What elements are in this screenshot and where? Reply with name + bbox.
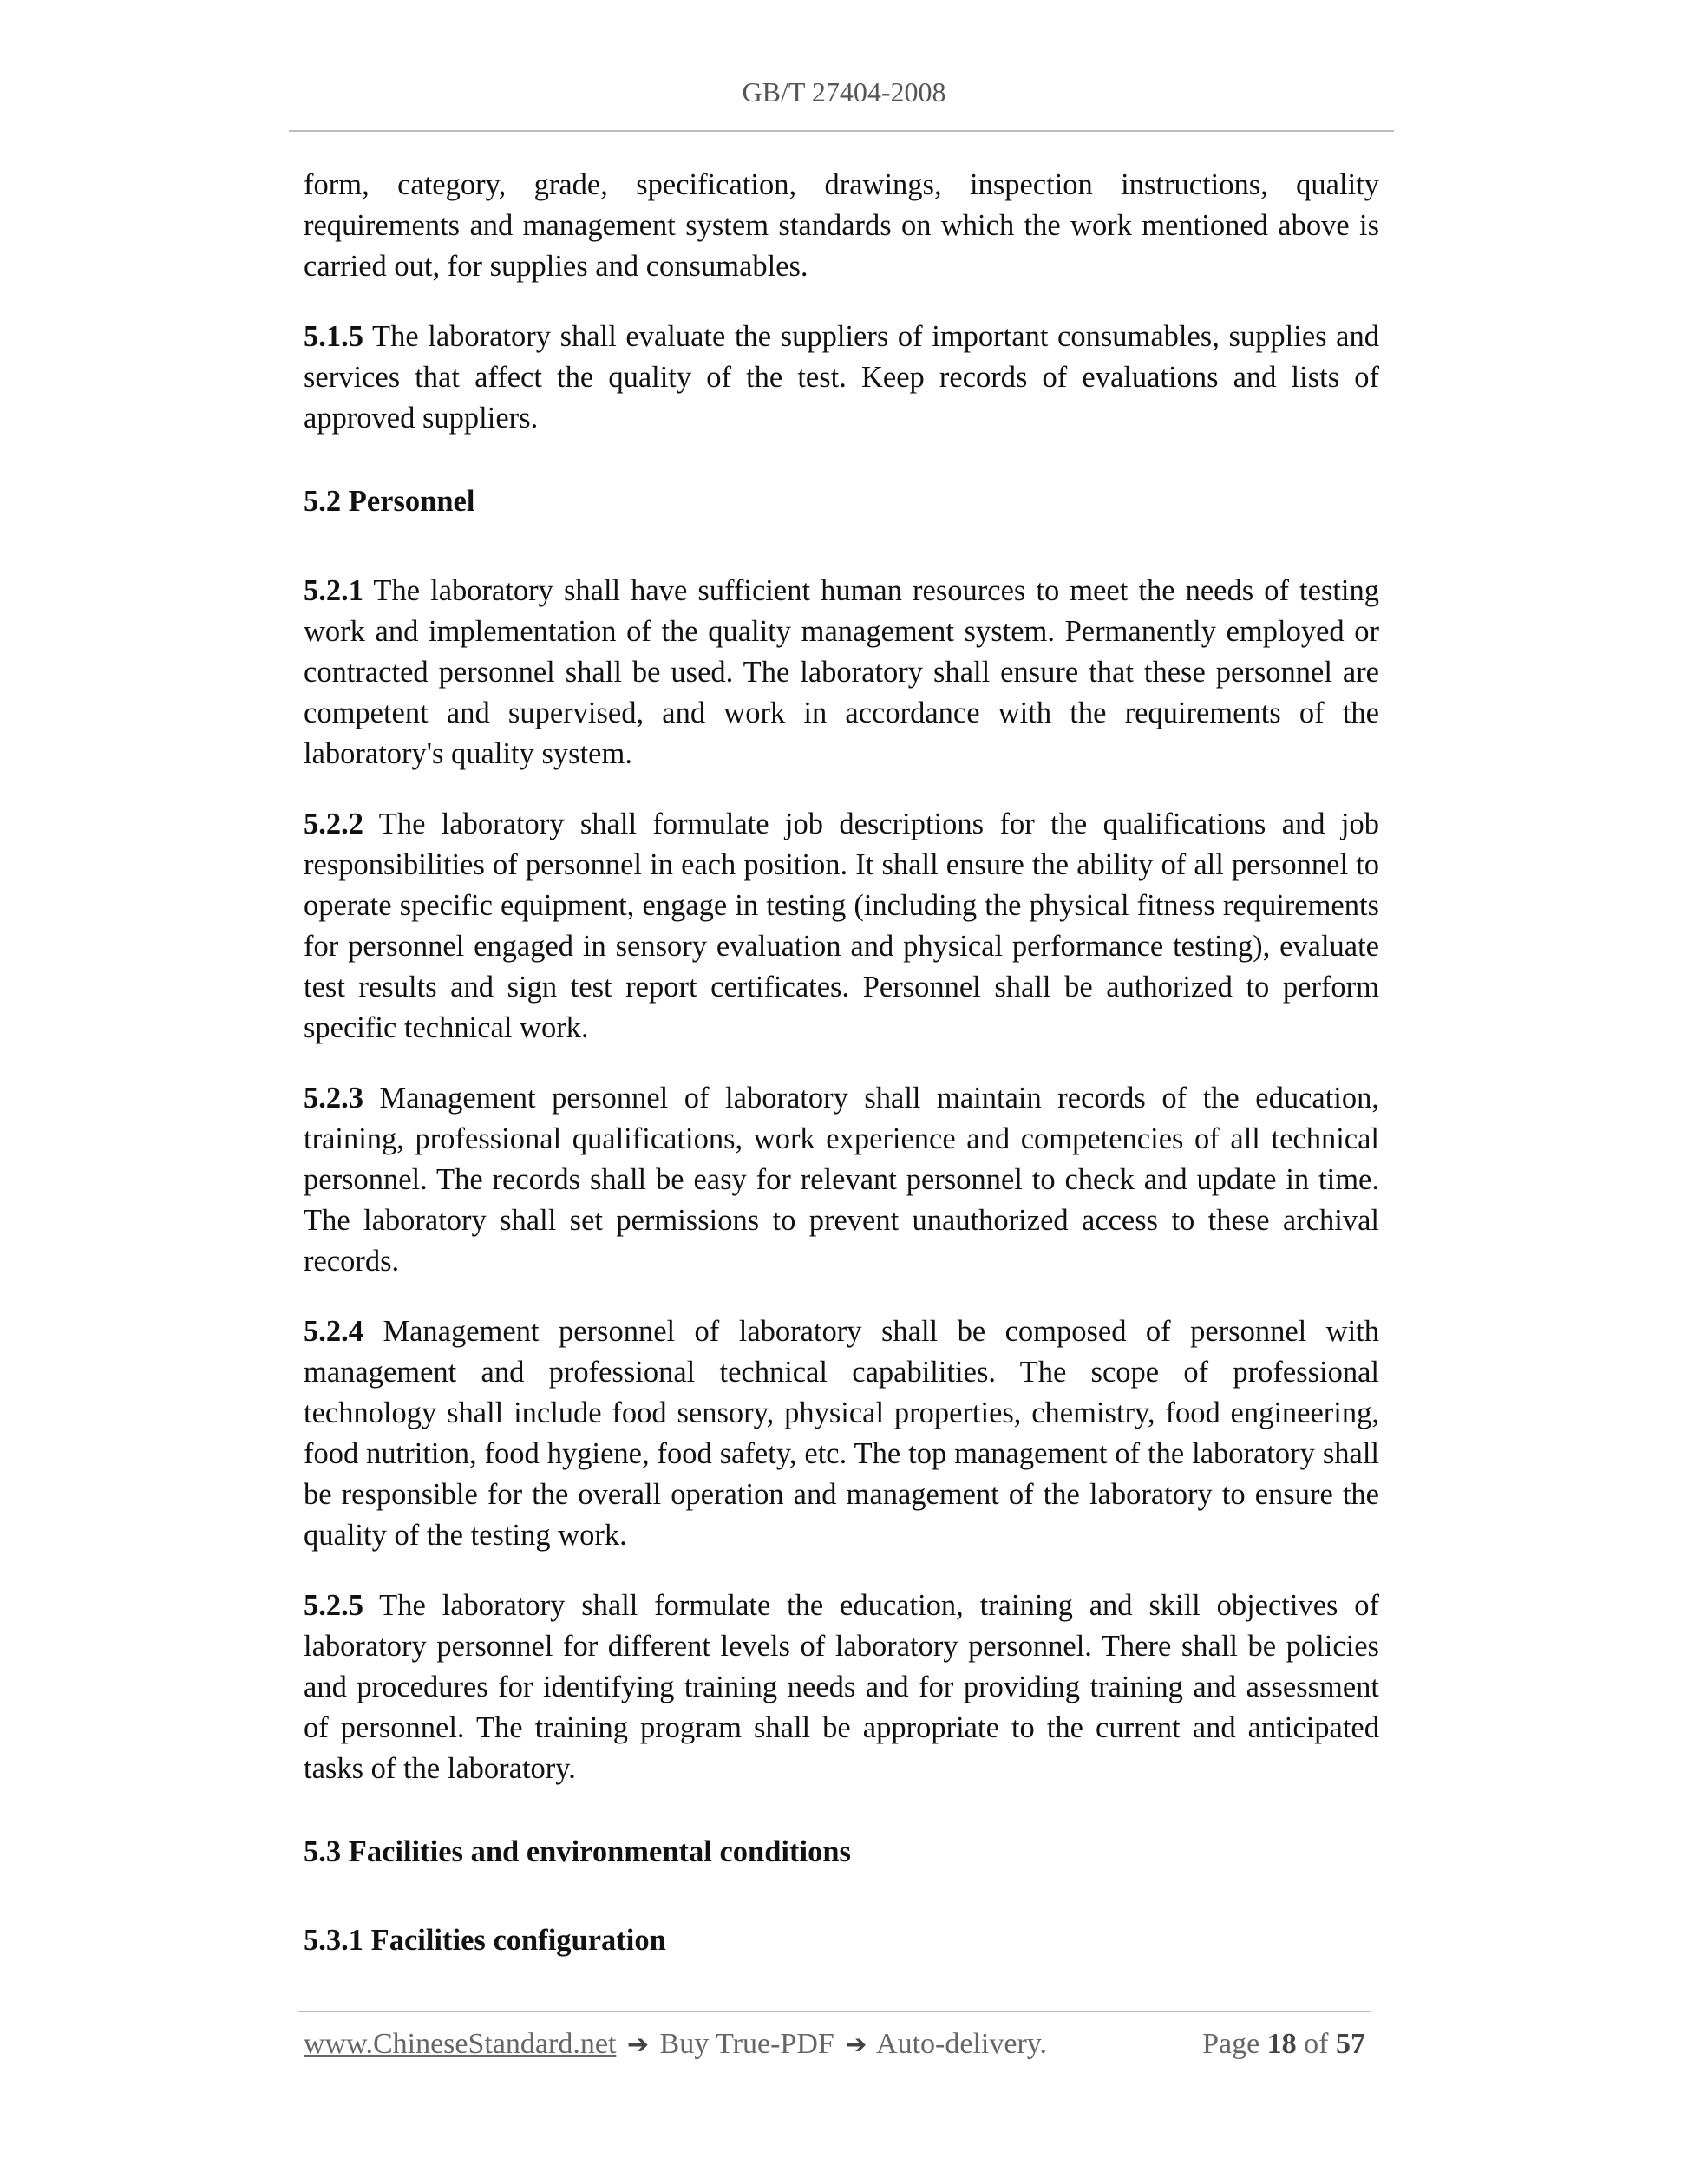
clause-number: 5.2.4 — [304, 1315, 363, 1348]
clause-text: The laboratory shall evaluate the suppliers of important consumables, supplies and services that affect the quality of the test. Keep records of evaluations and lists of approved suppliers. — [304, 320, 1379, 435]
paragraph-intro: form, category, grade, specification, drawings, inspection instructions, quality requirements and management system standards on which the work mentioned above is carried out, for supplies and consumables. — [304, 168, 1379, 283]
clause-text: Management personnel of laboratory shall maintain records of the education, training, professional qualifications, work experience and competencies of all technical personnel. The records shall be easy for relevant personnel to check and update in time. The laboratory shall set permissions to prevent unauthorized access to these archival records. — [304, 1082, 1379, 1278]
section-heading-5-3: 5.3 Facilities and environmental conditions — [304, 1835, 851, 1868]
page-label: Page — [1202, 2028, 1260, 2060]
paragraph-5-2-2 — [304, 804, 1379, 1049]
clause-number: 5.2.3 — [304, 1082, 363, 1115]
buy-pdf-text: Buy True-PDF — [659, 2028, 834, 2060]
clause-text: Management personnel of laboratory shall be composed of personnel with management and professional technical capabilities. The scope of professional technology shall include food sensory, physical properties, chemistry, food engineering, food nutrition, food hygiene, food safety, etc. The top management of the laboratory shall be responsible for the overall operation and management of the laboratory to ensure the quality of the testing work. — [304, 1315, 1379, 1552]
total-page-count: 57 — [1336, 2028, 1365, 2060]
header-divider — [289, 130, 1394, 132]
paragraph-5-1-5 — [304, 317, 1379, 439]
section-heading-5-2: 5.2 Personnel — [304, 485, 475, 518]
auto-delivery-text: Auto-delivery. — [876, 2028, 1048, 2060]
page-indicator — [1202, 2028, 1365, 2061]
paragraph-5-2-5 — [304, 1586, 1379, 1789]
page-body-section-5-2 — [304, 571, 1379, 1819]
footer-promo — [304, 2028, 1047, 2061]
footer-divider — [298, 2011, 1371, 2012]
paragraph-5-2-1 — [304, 571, 1379, 775]
clause-number: 5.2.2 — [304, 808, 363, 840]
clause-text: The laboratory shall have sufficient human resources to meet the needs of testing work and implementation of the quality management system. Permanently employed or contracted personnel shall be used. The laboratory shall ensure that these personnel are competent and supervised, and work in accordance with the requirements of the laboratory's quality system. — [304, 574, 1379, 770]
clause-number: 5.1.5 — [304, 320, 363, 353]
document-code-header: GB/T 27404-2008 — [742, 76, 946, 108]
of-label: of — [1304, 2028, 1329, 2060]
paragraph-5-2-4 — [304, 1311, 1379, 1556]
arrow-right-icon: ➔ — [626, 2030, 650, 2060]
clause-number: 5.2.5 — [304, 1589, 363, 1622]
page-body — [304, 165, 1379, 468]
website-link[interactable]: www.ChineseStandard.net — [304, 2028, 617, 2060]
current-page-number: 18 — [1266, 2028, 1297, 2060]
clause-text: The laboratory shall formulate the education, training and skill objectives of laboratory personnel for different levels of laboratory personnel. There shall be policies and procedures for identifying training needs and for providing training and assessment of personnel. The training program shall be appropriate to the current and anticipated tasks of the laboratory. — [304, 1589, 1379, 1785]
clause-number: 5.2.1 — [304, 574, 363, 607]
section-heading-5-3-1: 5.3.1 Facilities configuration — [304, 1924, 666, 1957]
clause-text: The laboratory shall formulate job descriptions for the qualifications and job responsibilities of personnel in each position. It shall ensure the ability of all personnel to operate specific equipment, engage in testing (including the physical fitness requirements for personnel engaged in sensory evaluation and physical performance testing), evaluate test results and sign test report certificates. Personnel shall be authorized to perform specific technical work. — [304, 808, 1379, 1044]
paragraph-5-2-3 — [304, 1078, 1379, 1282]
arrow-right-icon: ➔ — [845, 2030, 867, 2060]
